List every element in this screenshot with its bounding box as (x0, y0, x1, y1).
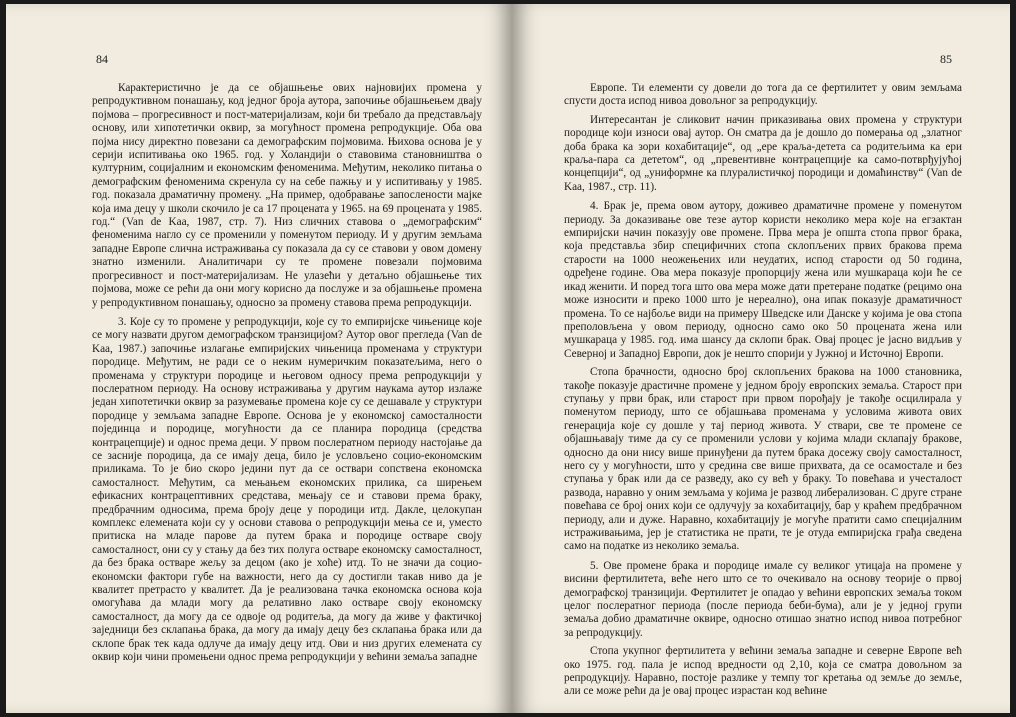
paragraph: Европе. Ти елементи су довели до тога да се фертилитет у овим земљама спусти доста испод нивоа довољног за репродукцију. (564, 82, 962, 108)
page-number-right: 85 (940, 52, 952, 66)
paragraph-section-3: 3. Које су то промене у репродукцији, које су то емпиријске чињенице које се могу назвати другом демографском транзицијом? Аутор овог прегледа (Van de Kaa, 1987.) започиње излагање емпиријских чињеница променама у структури породице. Међутим, не ради се о неким нумеричким показатељима, него о променама у структури породице и његовом односу према репродукцији у послератном периоду. На основу истраживања у другим наукама аутор излаже један хипотетички оквир за разумевање промена које су се дешавале у структури породице у земљама западне Европе. Основа је у економској самосталности појединца и породице, могућности да се планира породица (средства контрацепције) и однос према деци. У првом послератном периоду настојање да се засније породица, да се имају деца, било је условљено социо-економским приликама. То је био скоро једини пут да се оствари сопствена економска самосталност. Међутим, са мењањем економских прилика, са ширењем ефикасних контрацептивних средстава, мењају се и ставови према браку, предбрачним односима, према броју деце у породици итд. Дакле, целокупан комплекс елемената који су у основи ставова о репродукцији мења се и, уместо притиска на младе парове да путем брака и породице остваре своју самосталност, они су у стању да без тих полуга остваре економску самосталност, да без брака остваре жељу за децом (ако је хоће) итд. То не значи да социо-економски фактори губе на важности, него да су достигли такав ниво да је квалитет претрасто у квалитет. Да је реализована тачка економска основа која омогућава да млади могу да релативно лако остваре своју економску самосталност, да могу да се одвоје од родитеља, да могу да живе у фактичкој заједници без склапања брака, да могу да имају децу без склапања брака или да склопе брак тек када одлуче да имају децу итд. Ови и низ других елемената су оквир који чини промењени однос према репродукцији у већини земаља западне (92, 315, 482, 664)
right-page (512, 4, 1010, 713)
paragraph-section-4: 4. Брак је, према овом аутору, доживео драматичне промене у поменутом периоду. За доказивање ове тезе аутор користи неколико мера које на егзактан емпиријски начин показују ове промене. Прва мера је општа стопа првог брака, која представља збир специфичних стопа склопљених првих бракова према старости на 1000 неожењених или неудатих, испод старости од 50 година, одређене године. Ова мера показује пропорцију жена или мушкараца који ће се икад женити. И поред тога што ова мера може дати претеране податке (рецимо она може износити и преко 1000 што је нереално), она ипак показује драматичност промена. То се најбоље види на примеру Шведске или Данске у којима је ова стопа преполовљена у овом периоду, односно само око 50 процената жена или мушкараца у 1985. год. има шансу да склопи брак. Овај процес је јасно видљив у Северној и Западној Европи, док је нешто спорији у Јужној и Источној Европи. (564, 200, 962, 360)
paragraph-section-5: 5. Ове промене брака и породице имале су великог утицаја на промене у висини фертилитета, веће него што се то очекивало на основу теорије о првој демографској транзицији. Фертилитет је опадао у већини европских земаља током целог послератног периода (после периода беби-бума), али је у једној групи земаља добио драматичне оквире, односно отишао знатно испод нивоа потребног за репродукцију. (564, 559, 962, 639)
paragraph: Стопа укупног фертилитета у већини земаља западне и северне Европе већ око 1975. год. пала је испод вредности од 2,10, која се сматра довољном за репродукцију. Наравно, постоје разлике у темпу тог кретања од земље до земље, али се може рећи да је овај процес израстан код већине (564, 645, 962, 698)
page-number-left: 84 (96, 52, 108, 66)
right-page-body (564, 82, 962, 699)
paragraph: Карактеристично је да се објашњење ових најновијих промена у репродуктивном понашању, код једног броја аутора, започиње објашњењем двају појмова – прогресивност и пост-материјализам, који би требало да представљају основу, или хипотетички оквир, за могућност промена репродукције. Оба ова појма нису директно повезани са демографским појмовима. Њихова основа је у серији испитивања око 1965. год. у Холандији о ставовима становништва о културним, социјалним и економским феноменима. Међутим, неколико питања о демографским феноменима скренула су на себе пажњу и у испитивању у 1985. год. показала драматичну промену. „На пример, одобравање запослености мајке која има децу у школи скочило је са 17 процената у 1965. на 69 процената у 1985. год.“ (Van de Kaa, 1987, стр. 7). Низ сличних ставова о „демографским“ феноменима нагло су се променили у поменутом периоду. И у другим земљама западне Европе слична истраживања су показала да су се ставови у овом домену знатно изменили. Аналитичари су те промене повезали појмовима прогресивност и пост-материјализам. Не улазећи у детаљно објашњење тих појмова, може се рећи да они могу корисно да послуже и за објашњење промена у репродуктивном понашању, односно за промену ставова према репродукцији. (92, 82, 482, 309)
left-page-body (92, 82, 482, 664)
paragraph: Стопа брачности, односно број склопљених бракова на 1000 становника, такође показује драстичне промене у једном броју европских земаља. Старост при ступању у први брак, или старост при првом порођају је такође осцилирала у поменутом периоду, што се објашњава променама у условима живота ових генерација које су дошле у тај период живота. У ствари, све те промене се објашњавају тиме да су се променили услови у којима млади склапају бракове, односно да они нису више принуђени да путем брака досежу своју самосталност, него су у могућности, што у средина све више прихвата, да се осамостале и без ступања у брак или да се разведу, ако су већ у браку. То повећава и учесталост развода, наравно у оним земљама у којима је развод либерализован. С друге стране повећава се број оних који се одлучују за кохабитацију, бар у краћем предбрачном периоду, али и дуже. Наравно, кохабитацију је могуће пратити само специјалним истраживањима, јер је статистика не прати, те је отуда емпиријска грађа сведена само на податке из неколико земаља. (564, 366, 962, 553)
left-page (6, 4, 512, 713)
paragraph: Интересантан је сликовит начин приказивања ових промена у структури породице који износи овај аутор. Он сматра да је дошло до померања од „златног доба брака ка зори кохабитације“, од „ере краља-детета са родитељима ка ери краља-пара са дететом“, од „превентивне контрацепције ка само-потврђујућој концепцији“, од „униформне ка плуралистичкој породици и домаћинству“ (Van de Kaa, 1987., стр. 11). (564, 113, 962, 193)
